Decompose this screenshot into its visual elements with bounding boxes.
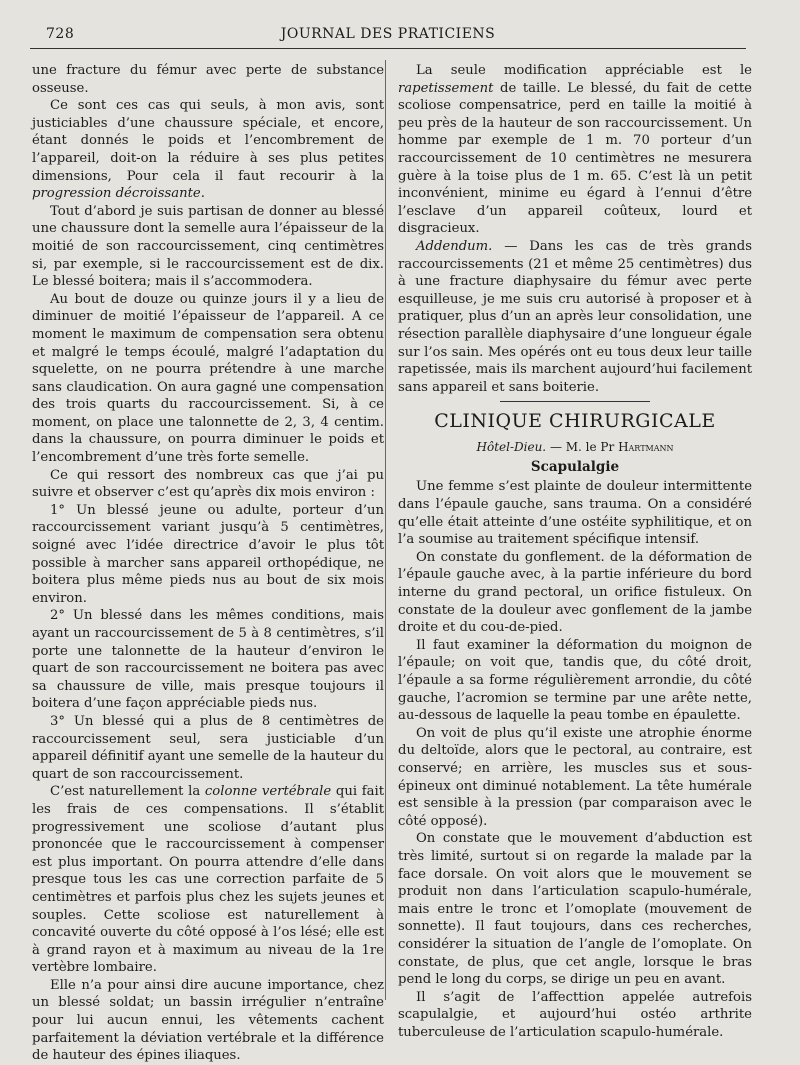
paragraph-text: — Dans les cas de très grands raccourcissements (21 et même 25 centimètres) dus à une fracture diaphysaire du fémur avec perte esquilleuse, je me suis cru autorisé à proposer et à pratiquer, plus d’un an après leur consolidation, une résection parallèle diaphysaire d’une longueur égale sur l’os sain. Mes opérés ont eu tous deux leur taille rapetissée, mais ils marchent aujourd’hui facilement sans appareil et sans boiterie.: [398, 238, 752, 395]
paragraph: On voit de plus qu’il existe une atrophie énorme du deltoïde, alors que le pectoral, au contraire, est conservé; en arrière, les muscles sus et sous-épineux ont diminué notablement. La tête humérale est sensible à la pression (par comparaison avec le côté opposé).: [398, 725, 752, 829]
page-header: [28, 24, 748, 46]
paragraph: Ce qui ressort des nombreux cas que j’ai pu suivre et observer c’est qu’après dix mois environ :: [32, 467, 384, 501]
paragraph-text: C’est naturellement la: [50, 784, 201, 800]
hospital-text: — M. le Pr: [549, 440, 615, 455]
paragraph-text: Ce sont ces cas qui seuls, à mon avis, sont justiciables d’une chaussure spéciale, et encore, étant donnés le poids et l’encombrement de l’appareil, doit-on la réduire à ses plus petites dimensions, Pour cela il faut recourir à la: [32, 98, 384, 184]
article-subtitle: Scapulalgie: [530, 458, 620, 475]
paragraph: [32, 783, 384, 977]
hospital-line: [398, 439, 752, 457]
paragraph: On constate que le mouvement d’abduction est très limité, surtout si on regarde la malade par la face dorsale. On voit alors que le mouvement se produit non dans l’articulation scapulo-humérale, mais entre le tronc et l’omoplate (mouvement de sonnette). Il faut toujours, dans ces recherches, considérer la situation de l’angle de l’omoplate. On constate, de plus, que cet angle, lorsque le bras pend le long du corps, se dirige un peu en avant.: [398, 831, 752, 988]
journal-title: JOURNAL DES PRATICIENS: [280, 26, 496, 42]
paragraph: Il s’agit de l’affecttion appelée autrefois scapulalgie, et aujourd’hui ostéo arthrite tuberculeuse de l’articulation scapulo-humérale.: [398, 989, 752, 1040]
paragraph: [32, 97, 384, 203]
italic-term: progression décroissante.: [32, 186, 205, 202]
header-rule: [30, 48, 746, 49]
column-divider: [385, 60, 386, 1000]
italic-term: Addendum.: [416, 238, 493, 254]
paragraph-text: de taille. Le blessé, du fait de cette scoliose compensatrice, perd en taille la moitié à peu près de la hauteur de son raccourcissement. Un homme par exemple de 1 m. 70 porteur d’un raccourcissement de 10 centimètres ne mesurera guère à la toise plus de 1 m. 65. C’est là un petit inconvénient, minime eu égard à l’ennui d’être l’esclave d’un appareil coûteux, lourd et disgracieux.: [398, 80, 752, 237]
hospital-name: Hôtel-Dieu.: [476, 440, 547, 455]
paragraph: Elle n’a pour ainsi dire aucune importance, chez un blessé soldat; un bassin irrégulier n’entraîne pour lui aucun ennui, les vêtements cachent parfaitement la déviation vertébrale et la différence de hauteur des épines iliaques.: [32, 977, 384, 1064]
paragraph: On constate du gonflement. de la déformation de l’épaule gauche avec, à la partie inférieure du bord interne du grand pectoral, un orifice fistuleux. On constate de la douleur avec gonflement de la jambe droite et du cou-de-pied.: [398, 549, 752, 636]
paragraph-text: La seule modification appréciable est le: [416, 63, 752, 78]
italic-term: rapetissement: [398, 80, 494, 96]
paragraph: Il faut examiner la déformation du moignon de l’épaule; on voit que, tandis que, du côté droit, l’épaule a sa forme régulièrement arrondie, du côté gauche, l’acromion se termine par une arête nette, au-dessous de laquelle la peau tombe en épaulette.: [398, 637, 752, 724]
paragraph: Au bout de douze ou quinze jours il y a lieu de diminuer de moitié l’épaisseur de l’appareil. A ce moment le maximum de compensation sera obtenu et malgré le temps écoulé, malgré l’adaptation du squelette, on ne pourra prétendre à une marche sans claudication. On aura gagné une compensation des trois quarts du raccourcissement. Si, à ce moment, on place une talonnette de 2, 3, 4 centim. dans la chaussure, on pourra diminuer le poids et l’encombrement d’une très forte semelle.: [32, 291, 384, 466]
list-item: 2° Un blessé dans les mêmes conditions, mais ayant un raccourcissement de 5 à 8 centimètres, s’il porte une talonnette de la hauteur d’environ le quart de son raccourcissement ne boitera pas avec sa chaussure de ville, mais presque toujours il boitera d’une façon appréciable pieds nus.: [32, 608, 384, 712]
professor-name: Hartmann: [618, 440, 674, 455]
section-title: CLINIQUE CHIRURGICALE: [434, 410, 716, 433]
italic-term: colonne vertébrale: [204, 784, 332, 800]
paragraph: une fracture du fémur avec perte de substance osseuse.: [32, 63, 384, 96]
page-number: 728: [46, 26, 75, 42]
section-rule: [500, 401, 650, 402]
paragraph-text: qui fait les frais de ces compensations. Il s’établit progressivement une scoliose d’autant plus prononcée que le raccourcissement à compenser est plus important. On pourra attendre d’elle dans presque tous les cas une correction parfaite de 5 centimètres et parfois plus chez les sujets jeunes et souples. Cette scoliose est naturellement à concavité ouverte du côté opposé à l’os lésé; elle est à grand rayon et à maximum au niveau de la 1re vertèbre lombaire.: [32, 784, 384, 976]
paragraph: [398, 238, 752, 396]
paragraph: Tout d’abord je suis partisan de donner au blessé une chaussure dont la semelle aura l’épaisseur de la moitié de son raccourcissement, cinq centimètres si, par exemple, si le raccourcissement est de dix. Le blessé boitera; mais il s’accommodera.: [32, 203, 384, 290]
list-item: 1° Un blessé jeune ou adulte, porteur d’un raccourcissement variant jusqu’à 5 centimètres, soigné avec l’idée directrice d’avoir le plus tôt possible à marcher sans appareil orthopédique, ne boitera plus même pieds nus au bout de six mois environ.: [32, 502, 384, 606]
right-column: [398, 62, 752, 1041]
paragraph: Une femme s’est plainte de douleur intermittente dans l’épaule gauche, sans trauma. On a considéré qu’elle était atteinte d’une ostéite syphilitique, et on l’a soumise au traitement spécifique intensif.: [398, 479, 752, 548]
left-column: [32, 62, 384, 1065]
list-item: 3° Un blessé qui a plus de 8 centimètres de raccourcissement seul, sera justiciable d’un appareil définitif ayant une semelle de la hauteur du quart de son raccourcissement.: [32, 713, 384, 782]
paragraph: [398, 62, 752, 238]
